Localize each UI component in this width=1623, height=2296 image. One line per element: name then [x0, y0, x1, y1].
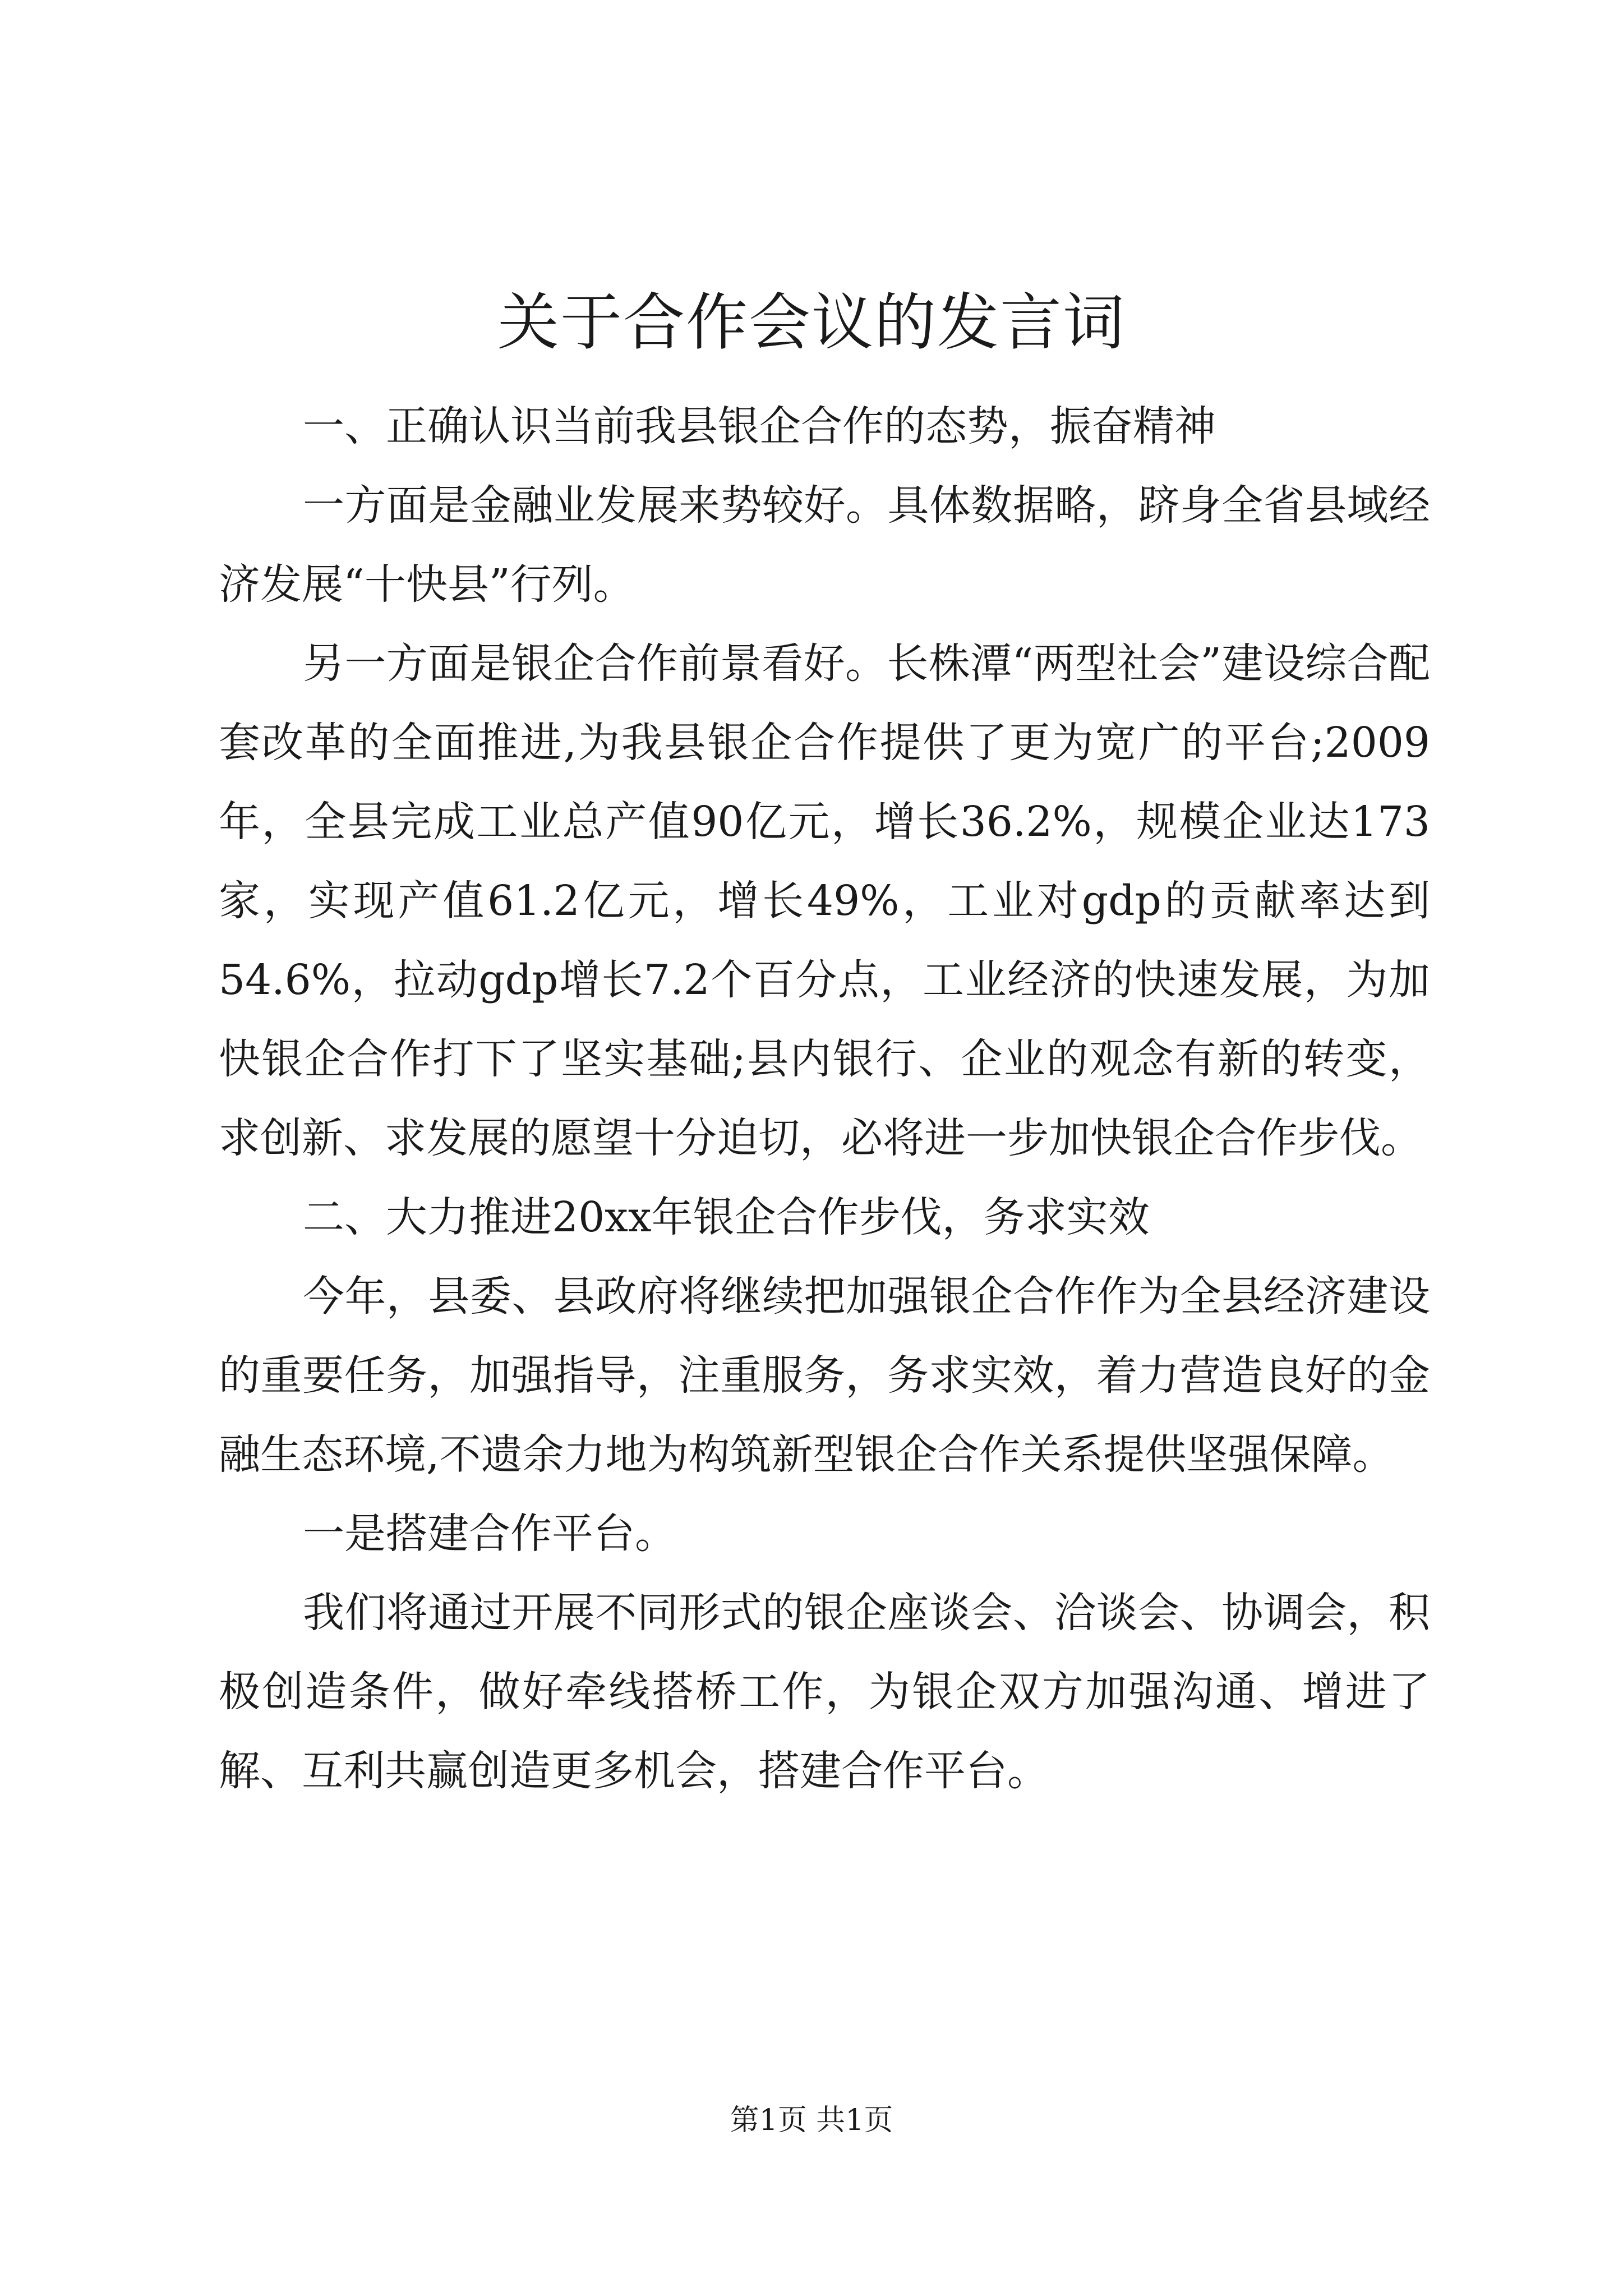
section-heading-2: 二、大力推进20xx年银企合作步伐，务求实效	[303, 1193, 1150, 1241]
page-number-footer: 第1页 共1页	[730, 2104, 893, 2137]
body-paragraph: 一方面是金融业发展来势较好。具体数据略，跻身全省县域经济发展“十快县”行列。	[219, 481, 1430, 609]
document-body	[219, 387, 1430, 1811]
body-paragraph: 另一方面是银企合作前景看好。长株潭“两型社会”建设综合配套改革的全面推进,为我县银企合作提供了更为宽广的平台;2009年，全县完成工业总产值90亿元，增长36.2%，规模企业达173家，实现产值61.2亿元，增长49%，工业对gdp的贡献率达到54.6%，拉动gdp增长7.2个百分点，工业经济的快速发展，为加快银企合作打下了坚实基础;县内银行、企业的观念有新的转变，求创新、求发展的愿望十分迫切，必将进一步加快银企合作步伐。	[219, 639, 1430, 1162]
section-heading-1: 一、正确认识当前我县银企合作的态势，振奋精神	[303, 402, 1216, 450]
sub-heading: 一是搭建合作平台。	[303, 1510, 676, 1558]
document-title: 关于合作会议的发言词	[497, 287, 1126, 358]
body-paragraph: 今年，县委、县政府将继续把加强银企合作作为全县经济建设的重要任务，加强指导，注重服务，务求实效，着力营造良好的金融生态环境,不遗余力地为构筑新型银企合作关系提供坚强保障。	[219, 1272, 1430, 1479]
body-paragraph: 我们将通过开展不同形式的银企座谈会、洽谈会、协调会，积极创造条件，做好牵线搭桥工作，为银企双方加强沟通、增进了解、互利共赢创造更多机会，搭建合作平台。	[219, 1589, 1430, 1795]
